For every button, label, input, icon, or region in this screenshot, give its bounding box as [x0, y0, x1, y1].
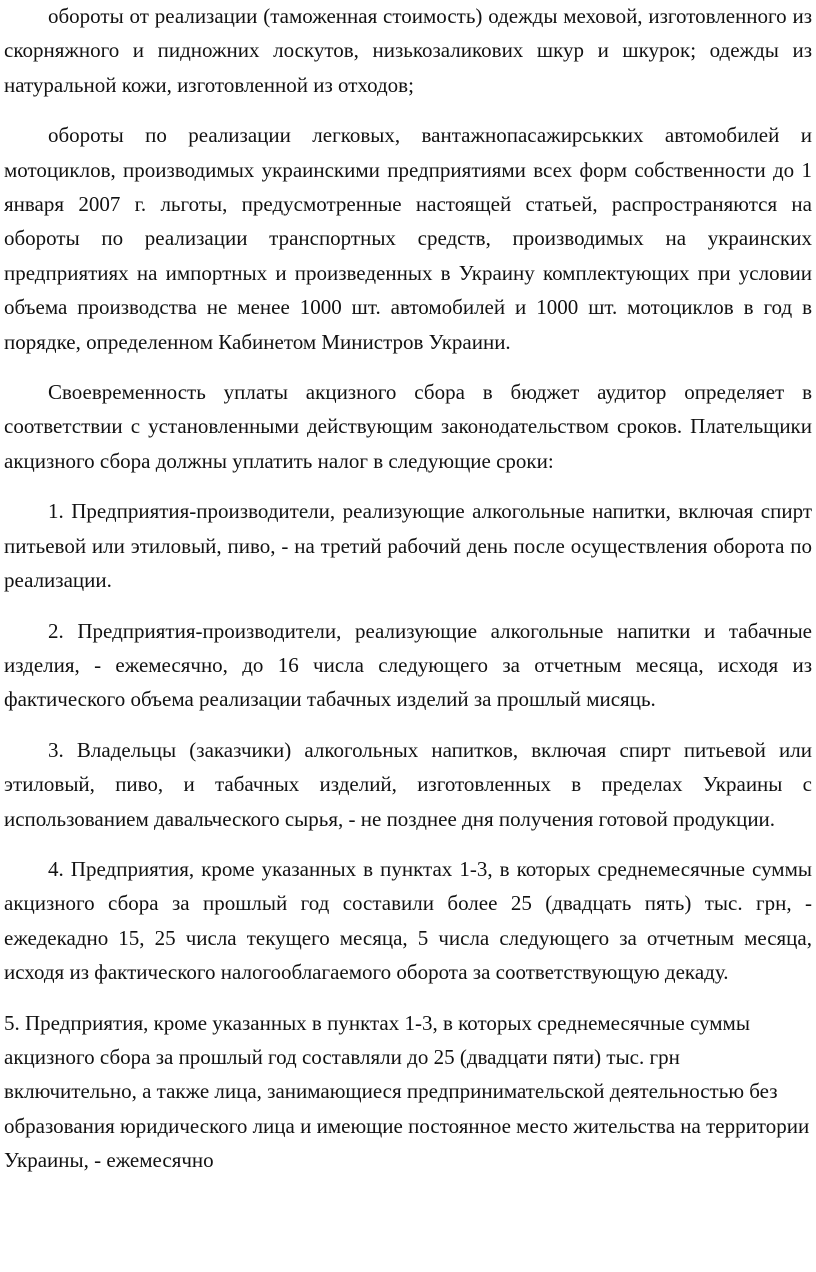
list-item-5: 5. Предприятия, кроме указанных в пунктах 1-3, в которых среднемесячные суммы акцизного сбора за прошлый год составляли до 25 (двадцати пяти) тыс. грн включительно, а также лица, занимающиеся предпринимательской деятельностью без образования юридического лица и имеющие постоянное место жительства на территории Украины, - ежемесячно — [4, 1010, 810, 1173]
paragraph-payment-timeliness: Своевременность уплаты акцизного сбора в бюджет аудитор определяет в соответствии с установленными действующим законодательством сроков. Плательщики акцизного сбора должны уплатить налог в следующие сроки: — [4, 380, 812, 473]
paragraph-vehicles: обороты по реализации легковых, вантажнопасажирськких автомобилей и мотоциклов, производимых украинскими предприятиями всех форм собственности до 1 января 2007 г. льготы, предусмотренные настоящей статьей, распространяются на обороты по реализации транспортных средств, производимых на украинских предприятиях на импортных и произведенных в Украину комплектующих при условии объема производства не менее 1000 шт. автомобилей и 1000 шт. мотоциклов в год в порядке, определенном Кабинетом Министров Украини. — [4, 123, 812, 354]
list-item-2: 2. Предприятия-производители, реализующие алкогольные напитки и табачные изделия, - ежемесячно, до 16 числа следующего за отчетным месяца, исходя из фактического объема реализации табачных изделий за прошлый мисяць. — [4, 618, 812, 712]
paragraph-fur-clothing: обороты от реализации (таможенная стоимость) одежды меховой, изготовленного из скорняжного и пидножних лоскутов, низькозаликових шкур и шкурок; одежды из натуральной кожи, изготовленной из отходов; — [4, 4, 812, 97]
list-item-3: 3. Владельцы (заказчики) алкогольных напитков, включая спирт питьевой или этиловый, пиво, и табачных изделий, изготовленных в пределах Украины с использованием давальческого сырья, - не позднее дня получения готовой продукции. — [4, 737, 812, 831]
list-item-1: 1. Предприятия-производители, реализующие алкогольные напитки, включая спирт питьевой или этиловый, пиво, - на третий рабочий день после осуществления оборота по реализации. — [4, 499, 812, 593]
list-item-4: 4. Предприятия, кроме указанных в пунктах 1-3, в которых среднемесячные суммы акцизного сбора за прошлый год составили более 25 (двадцать пять) тыс. грн, - ежедекадно 15, 25 числа текущего месяца, 5 числа следующего за отчетным месяца, исходя из фактического налогооблагаемого оборота за соответствующую декаду. — [4, 856, 812, 985]
